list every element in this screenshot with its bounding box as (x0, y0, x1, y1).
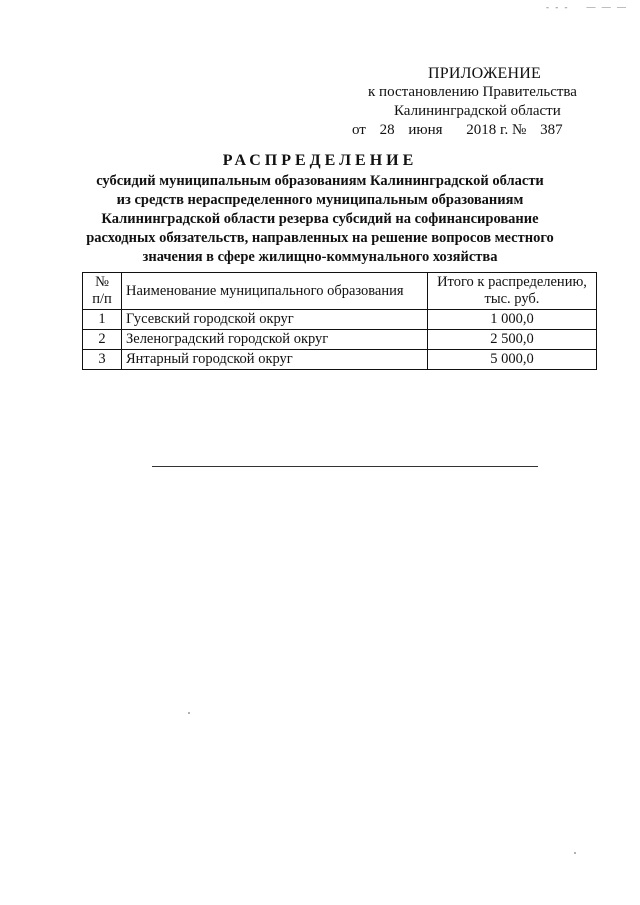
heading-line: субсидий муниципальным образованиям Калининградской области (96, 173, 544, 189)
row-number: 3 (83, 350, 122, 370)
table-header-row (83, 273, 597, 310)
row-value: 1 000,0 (428, 310, 597, 330)
date-year: 2018 г. (466, 122, 509, 138)
row-name: Зеленоградский городской округ (122, 330, 428, 350)
heading-line: Калининградской области резерва субсидий на софинансирование (101, 211, 539, 227)
appendix-block (340, 64, 610, 140)
date-month: июня (408, 122, 443, 138)
row-number: 2 (83, 330, 122, 350)
closing-rule (152, 466, 538, 467)
scan-speck (188, 712, 190, 714)
table-row (83, 310, 597, 330)
table-row (83, 350, 597, 370)
header-name: Наименование муниципального образования (122, 273, 428, 310)
appendix-region-line: Калининградской области (394, 103, 561, 119)
document-heading (60, 150, 580, 267)
document-number: 387 (540, 122, 563, 138)
distribution-table (82, 272, 597, 370)
scan-speck (574, 852, 576, 854)
appendix-date-line (340, 121, 610, 140)
header-total-label: Итого к распределению, (437, 274, 587, 290)
row-value: 2 500,0 (428, 330, 597, 350)
row-name: Янтарный городской округ (122, 350, 428, 370)
appendix-resolution-line: к постановлению Правительства (368, 84, 577, 100)
header-number-abbr: п/п (92, 291, 112, 307)
header-total-unit: тыс. руб. (484, 291, 540, 307)
scan-artifact: - - - — — — (546, 2, 628, 12)
appendix-title: ПРИЛОЖЕНИЕ (428, 65, 542, 82)
date-day: 28 (379, 122, 395, 138)
heading-line: из средств нераспределенного муниципальным образованиям (116, 192, 524, 208)
row-number: 1 (83, 310, 122, 330)
number-sign: № (512, 122, 527, 138)
row-name: Гусевский городской округ (122, 310, 428, 330)
header-total (428, 273, 597, 310)
row-value: 5 000,0 (428, 350, 597, 370)
heading-line: расходных обязательств, направленных на решение вопросов местного (86, 230, 554, 246)
header-number (83, 273, 122, 310)
heading-title: РАСПРЕДЕЛЕНИЕ (222, 152, 418, 169)
header-number-sign: № (95, 274, 109, 290)
table-row (83, 330, 597, 350)
date-prefix: от (352, 122, 366, 138)
heading-line: значения в сфере жилищно-коммунального хозяйства (142, 249, 498, 265)
